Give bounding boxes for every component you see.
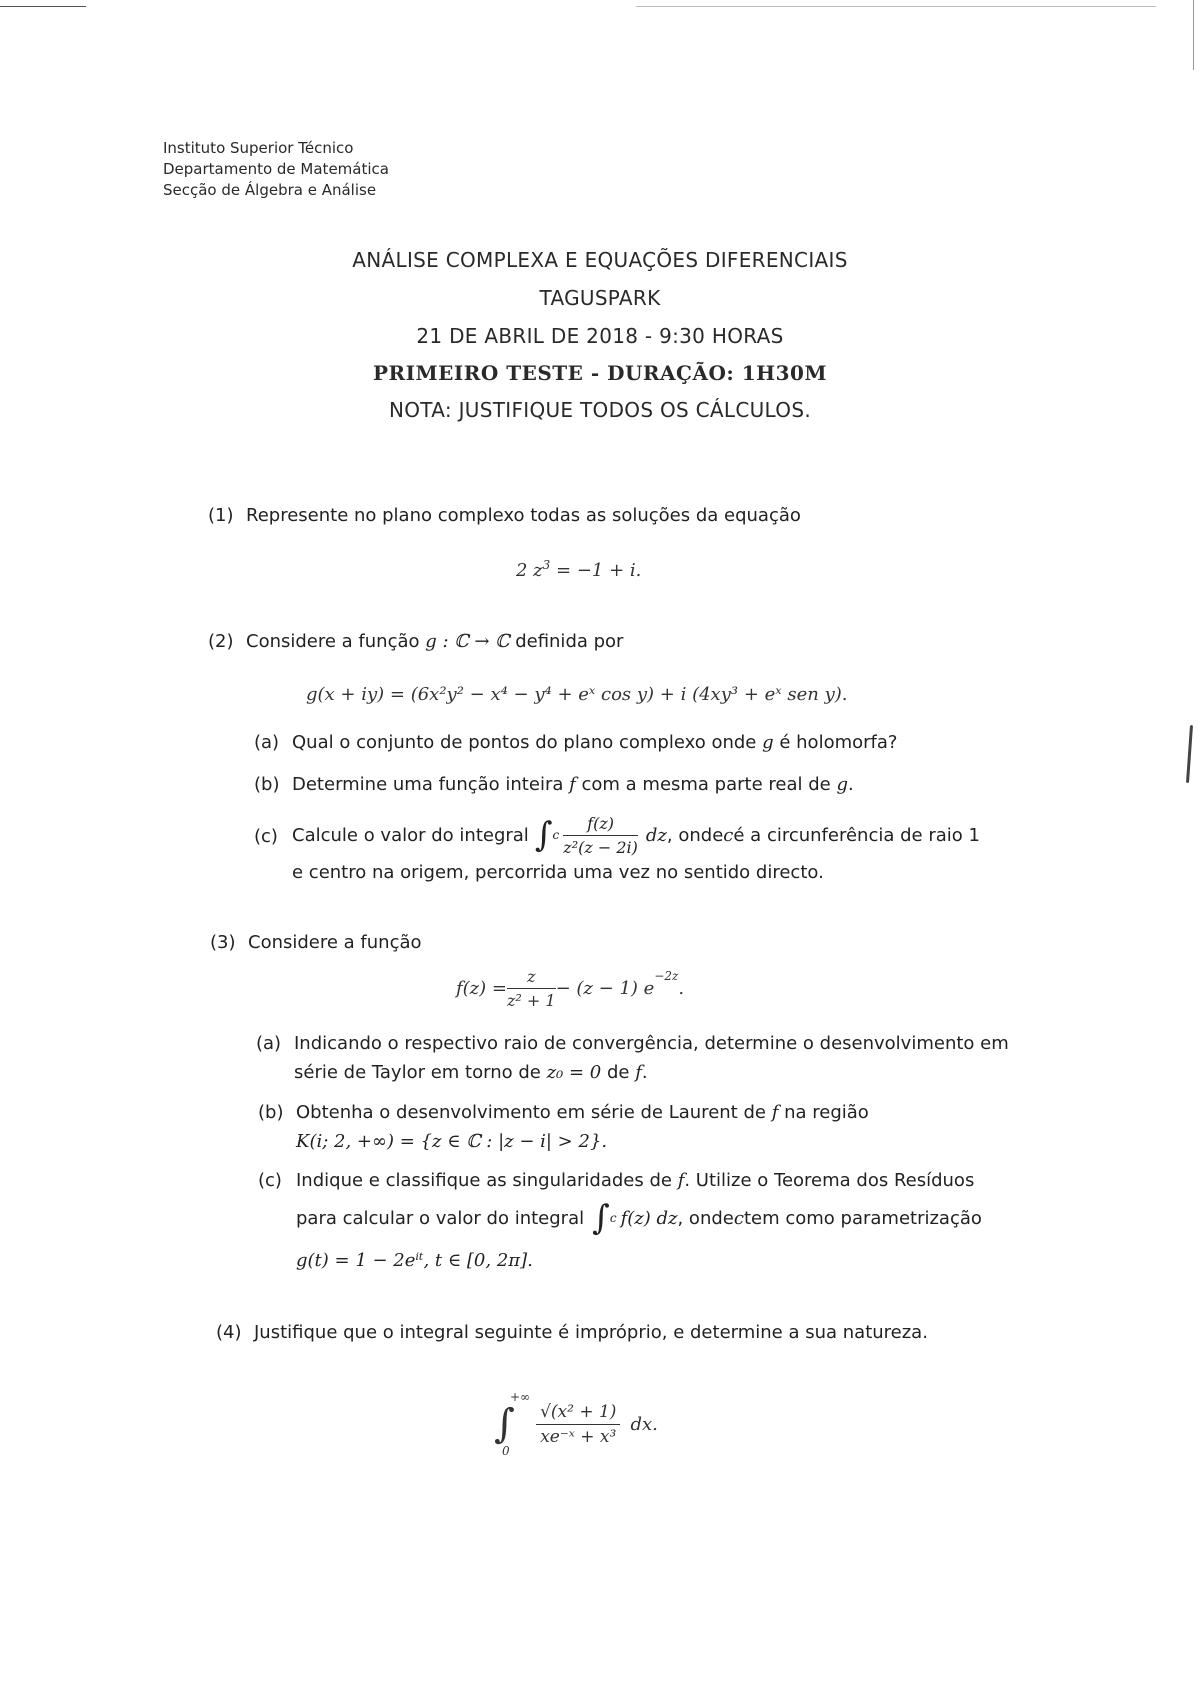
subquestion-text: Indique e classifique as singularidades de f. Utilize o Teorema dos Resíduos	[296, 1170, 975, 1191]
question-number: (2)	[208, 631, 234, 652]
scan-edge-line	[636, 6, 1156, 7]
pen-mark	[1186, 725, 1193, 783]
subquestion-label: (a)	[254, 732, 280, 753]
equation: f(z) = $\frac{z}{\text{z² + 1}}$ − (z − 1) e −2z .	[456, 966, 685, 1010]
equation: 2 $z^3 = -1 + i$.	[516, 558, 642, 581]
subquestion-text: Qual o conjunto de pontos do plano complexo onde g é holomorfa?	[292, 732, 898, 753]
campus: TAGUSPARK	[539, 286, 661, 310]
subquestion-text: Indicando o respectivo raio de convergência, determine o desenvolvimento em	[294, 1033, 1009, 1054]
subquestion-text-continued: série de Taylor em torno de z₀ = 0 de f.	[294, 1062, 648, 1083]
subquestion-text: Obtenha o desenvolvimento em série de Laurent de f na região	[296, 1102, 869, 1123]
scan-edge-line	[1193, 0, 1194, 70]
question-text: Considere a função	[248, 932, 422, 953]
subquestion-label: (c)	[258, 1170, 282, 1191]
subquestion-label: (c)	[254, 826, 278, 847]
improper-integral: +∞ ∫ 0 $\frac{\text{√(x² + 1)}}{\text{xe⁻ˣ + x³}}$ dx.	[494, 1390, 658, 1458]
exam-date: 21 DE ABRIL DE 2018 - 9:30 HORAS	[416, 324, 784, 348]
question-number: (1)	[208, 505, 234, 526]
subquestion-text-continued: para calcular o valor do integral ∫ c f(z) dz , onde c tem como parametrização	[296, 1198, 982, 1238]
question-number: (3)	[210, 932, 236, 953]
course-title: ANÁLISE COMPLEXA E EQUAÇÕES DIFERENCIAIS	[352, 248, 848, 272]
subquestion-label: (a)	[256, 1033, 282, 1054]
scan-edge-line	[0, 6, 86, 7]
department-name: Departamento de Matemática	[163, 160, 389, 178]
parametrization: g(t) = 1 − 2eⁱᵗ, t ∈ [0, 2π].	[296, 1250, 533, 1271]
section-name: Secção de Álgebra e Análise	[163, 181, 377, 199]
subquestion-label: (b)	[258, 1102, 284, 1123]
institution-name: Instituto Superior Técnico	[163, 139, 354, 157]
equation: g(x + iy) = (6x²y² − x⁴ − y⁴ + eˣ cos y) + i (4xy³ + eˣ sen y).	[306, 684, 848, 705]
question-text: Considere a função g : ℂ → ℂ definida por	[246, 631, 624, 652]
subquestion-label: (b)	[254, 774, 280, 795]
subquestion-text-continued: e centro na origem, percorrida uma vez no sentido directo.	[292, 862, 824, 883]
note: NOTA: JUSTIFIQUE TODOS OS CÁLCULOS.	[389, 398, 811, 422]
region-definition: K(i; 2, +∞) = {z ∈ ℂ : |z − i| > 2}.	[296, 1131, 608, 1152]
institution-block	[163, 138, 389, 201]
question-number: (4)	[216, 1322, 242, 1343]
question-text: Represente no plano complexo todas as soluções da equação	[246, 505, 801, 526]
subquestion-text: Determine uma função inteira f com a mesma parte real de g.	[292, 774, 854, 795]
test-title: PRIMEIRO TESTE - DURAÇÃO: 1H30M	[372, 361, 828, 385]
question-text: Justifique que o integral seguinte é impróprio, e determine a sua natureza.	[254, 1322, 928, 1343]
subquestion-text: Calcule o valor do integral ∫ c $\frac{f(z)}{\text{z²(z − 2i)}}$ dz , onde c é a circunferência de raio 1	[292, 813, 980, 857]
